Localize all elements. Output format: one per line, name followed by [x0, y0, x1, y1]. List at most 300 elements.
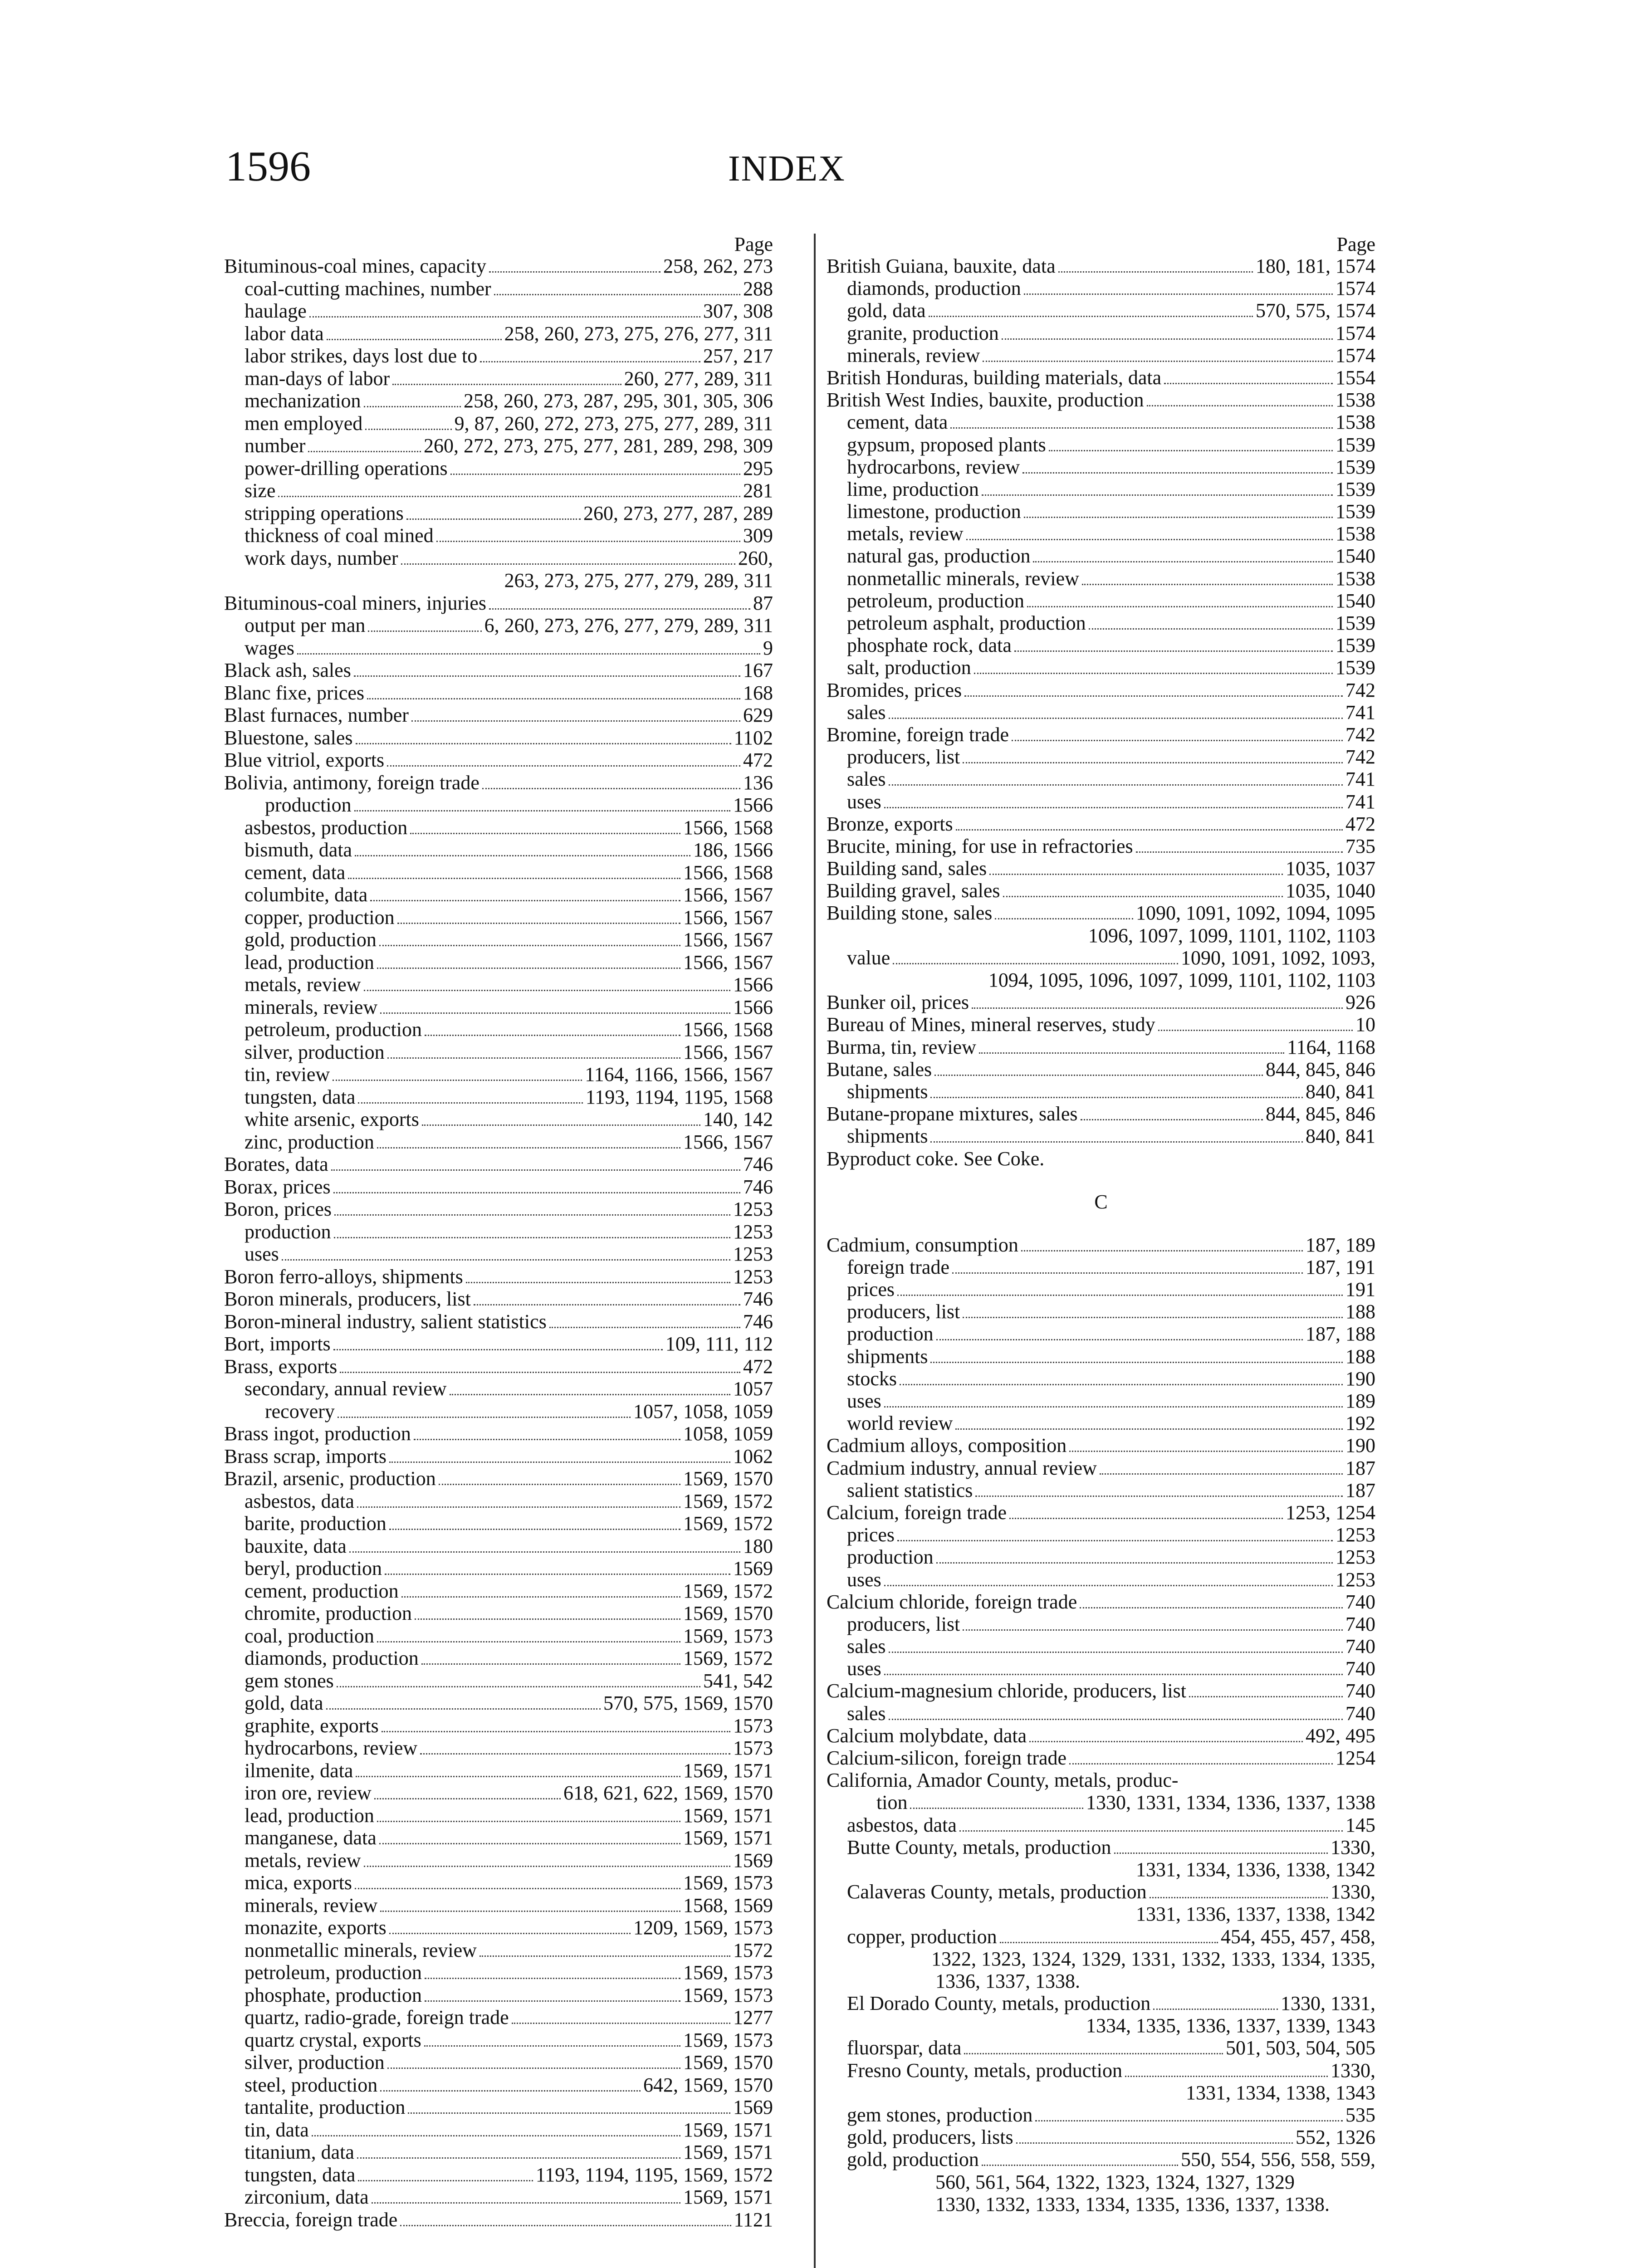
- entry-page-refs: 140, 142: [703, 1108, 773, 1130]
- dot-leader: [439, 1484, 680, 1485]
- dot-leader: [333, 1080, 582, 1081]
- dot-leader: [422, 1124, 700, 1126]
- index-entry: [224, 2141, 773, 2164]
- dot-leader: [930, 1097, 1303, 1098]
- index-continuation-line: [827, 2171, 1375, 2193]
- entry-page-refs: 1538: [1335, 389, 1375, 411]
- dot-leader: [392, 384, 621, 385]
- index-entry: [827, 500, 1375, 523]
- entry-page-refs: 1566, 1567: [683, 1130, 773, 1153]
- index-entry: [827, 456, 1375, 478]
- entry-page-refs: 535: [1345, 2104, 1375, 2126]
- index-entry: [827, 1591, 1375, 1613]
- index-entry: [827, 367, 1375, 389]
- dot-leader: [372, 2202, 680, 2204]
- entry-page-refs: 740: [1345, 1702, 1375, 1725]
- dot-leader: [387, 2068, 680, 2069]
- entry-page-refs: 187, 188: [1306, 1323, 1375, 1345]
- entry-term: fluorspar, data: [847, 2037, 962, 2059]
- index-entry: [827, 1836, 1375, 1858]
- entry-page-refs: 1569, 1572: [683, 1647, 773, 1669]
- entry-page-refs: 187, 189: [1306, 1233, 1375, 1256]
- entry-page-refs: 260, 272, 273, 275, 277, 281, 289, 298, 309: [424, 435, 773, 457]
- entry-term: Bromine, foreign trade: [827, 723, 1009, 746]
- entry-page-refs: 1569, 1570: [683, 1602, 773, 1624]
- entry-term: prices: [847, 1278, 895, 1301]
- index-entry: [224, 390, 773, 412]
- page-column-label: Page: [734, 233, 773, 255]
- index-entry: [224, 502, 773, 525]
- dot-leader: [338, 1417, 631, 1418]
- index-entry: [224, 794, 773, 816]
- index-entry: [827, 1747, 1375, 1769]
- entry-term: petroleum, production: [847, 589, 1025, 612]
- entry-page-refs: 87: [753, 591, 773, 614]
- index-entry: [224, 1782, 773, 1804]
- dot-leader: [979, 1052, 1284, 1054]
- dot-leader: [1058, 271, 1253, 273]
- entry-term: Bort, imports: [224, 1333, 331, 1355]
- dot-leader: [995, 918, 1133, 919]
- dot-leader: [936, 1339, 1303, 1340]
- entry-term: Calcium chloride, foreign trade: [827, 1590, 1077, 1613]
- index-entry: [224, 1692, 773, 1715]
- entry-page-refs: 550, 554, 556, 558, 559,: [1181, 2148, 1375, 2171]
- entry-term: phosphate, production: [245, 1984, 422, 2006]
- entry-page-refs: 541, 542: [703, 1669, 773, 1692]
- index-entry: [224, 1939, 773, 1962]
- index-entry: [827, 768, 1375, 790]
- entry-term: gem stones: [245, 1669, 334, 1692]
- index-entry: [224, 816, 773, 839]
- dot-leader: [494, 294, 740, 295]
- dot-leader: [355, 855, 690, 856]
- entry-page-refs: 926: [1345, 991, 1375, 1014]
- entry-term: copper, production: [245, 906, 395, 929]
- entry-term: tungsten, data: [245, 1085, 356, 1108]
- index-entry: [827, 322, 1375, 344]
- index-entry: [224, 884, 773, 906]
- index-continuation-line: [827, 2082, 1375, 2104]
- entry-term: metals, review: [847, 523, 964, 545]
- index-entry: [224, 323, 773, 345]
- entry-term: tion: [876, 1791, 908, 1814]
- entry-term: ilmenite, data: [245, 1759, 353, 1782]
- index-continuation-line: [827, 969, 1375, 991]
- dot-leader: [421, 1663, 680, 1665]
- entry-term: Calcium-magnesium chloride, producers, list: [827, 1680, 1187, 1702]
- entry-term: Building gravel, sales: [827, 880, 1000, 902]
- entry-term: cement, data: [847, 411, 948, 434]
- dot-leader: [897, 1540, 1333, 1541]
- dot-leader: [349, 1551, 740, 1553]
- dot-leader: [415, 1618, 680, 1620]
- entry-page-refs: 307, 308: [703, 300, 773, 322]
- dot-leader: [479, 1955, 730, 1957]
- index-entry: [827, 1013, 1375, 1036]
- entry-term: sales: [847, 1635, 886, 1658]
- index-entry: [827, 277, 1375, 299]
- index-entry: [224, 2186, 773, 2209]
- index-entry: [827, 2104, 1375, 2126]
- index-entry: [224, 1849, 773, 1872]
- entry-term: recovery: [265, 1400, 335, 1422]
- entry-page-refs: 168: [743, 681, 773, 704]
- entry-term: sales: [847, 768, 886, 791]
- entry-page-refs: 10: [1355, 1013, 1375, 1036]
- dot-leader: [385, 1574, 730, 1575]
- entry-term: producers, list: [847, 1613, 960, 1635]
- index-entry: [224, 1288, 773, 1310]
- entry-page-refs: 1539: [1335, 656, 1375, 679]
- page-column-label: Page: [1336, 233, 1375, 255]
- entry-page-refs: 263, 273, 275, 277, 279, 289, 311: [504, 569, 773, 591]
- dot-leader: [337, 1686, 700, 1687]
- entry-page-refs: 188: [1345, 1300, 1375, 1323]
- entry-page-refs: 187: [1345, 1457, 1375, 1479]
- dot-leader: [893, 963, 1178, 964]
- entry-page-refs: 1569, 1570: [683, 1467, 773, 1490]
- entry-term: Blue vitriol, exports: [224, 749, 385, 771]
- index-entry: [224, 2164, 773, 2186]
- entry-page-refs: 281: [743, 479, 773, 502]
- index-entry: [827, 389, 1375, 411]
- dot-leader: [982, 2165, 1178, 2166]
- index-entry: [224, 1086, 773, 1109]
- index-entry: [224, 1535, 773, 1558]
- entry-term: gold, production: [847, 2148, 979, 2171]
- dot-leader: [406, 518, 581, 520]
- index-entry: [224, 1198, 773, 1221]
- entry-term: wages: [245, 636, 294, 659]
- entry-term: steel, production: [245, 2073, 378, 2096]
- entry-term: British Guiana, bauxite, data: [827, 255, 1056, 277]
- entry-page-refs: 1209, 1569, 1573: [633, 1916, 773, 1939]
- dot-leader: [340, 1372, 740, 1373]
- entry-page-refs: 1569, 1571: [683, 1759, 773, 1782]
- entry-page-refs: 1164, 1168: [1287, 1036, 1375, 1058]
- dot-leader: [364, 406, 461, 407]
- entry-page-refs: 190: [1345, 1434, 1375, 1457]
- entry-term: minerals, review: [847, 344, 980, 367]
- index-entry: [827, 299, 1375, 322]
- dot-leader: [989, 874, 1283, 875]
- entry-term: hydrocarbons, review: [245, 1737, 418, 1759]
- index-entry: [224, 861, 773, 884]
- dot-leader: [411, 720, 740, 722]
- entry-page-refs: 1334, 1335, 1336, 1337, 1339, 1343: [1086, 2014, 1375, 2037]
- index-entry: [224, 1221, 773, 1243]
- index-entry: [224, 727, 773, 749]
- entry-term: foreign trade: [847, 1256, 949, 1278]
- entry-term: California, Amador County, metals, produc-: [827, 1769, 1179, 1792]
- entry-term: production: [847, 1323, 934, 1345]
- index-entry: [224, 1827, 773, 1849]
- entry-page-refs: 1569, 1572: [683, 1579, 773, 1602]
- index-entry: [224, 1310, 773, 1333]
- entry-term: sales: [847, 1702, 886, 1725]
- index-entry: [827, 701, 1375, 723]
- entry-page-refs: 1569: [733, 1849, 773, 1872]
- entry-page-refs: 1540: [1335, 545, 1375, 567]
- entry-page-refs: 746: [743, 1310, 773, 1333]
- entry-page-refs: 1253: [1335, 1546, 1375, 1569]
- dot-leader: [474, 1304, 740, 1305]
- dot-leader: [1027, 606, 1333, 607]
- index-entry: [827, 1080, 1375, 1103]
- entry-term: nonmetallic minerals, review: [847, 567, 1079, 590]
- entry-term: gold, production: [245, 929, 377, 951]
- dot-leader: [963, 1317, 1343, 1318]
- entry-term: uses: [847, 1568, 881, 1591]
- dot-leader: [380, 2090, 641, 2092]
- dot-leader: [950, 427, 1333, 429]
- entry-term: Breccia, foreign trade: [224, 2208, 398, 2231]
- dot-leader: [436, 541, 740, 542]
- entry-page-refs: 1569, 1571: [683, 1804, 773, 1827]
- index-entry: [827, 478, 1375, 500]
- entry-page-refs: 186, 1566: [693, 839, 773, 861]
- index-entry: [827, 1457, 1375, 1479]
- entry-page-refs: 1322, 1323, 1324, 1329, 1331, 1332, 1333, 1334, 1335,: [931, 1947, 1375, 1970]
- index-entry: [224, 367, 773, 390]
- dot-leader: [512, 2023, 730, 2024]
- dot-leader: [364, 990, 730, 991]
- entry-page-refs: 1566, 1567: [683, 951, 773, 973]
- index-entry: [827, 1702, 1375, 1725]
- entry-page-refs: 1574: [1335, 344, 1375, 367]
- index-entry: [827, 723, 1375, 746]
- entry-term: petroleum, production: [245, 1018, 422, 1041]
- entry-page-refs: 746: [743, 1175, 773, 1198]
- index-entry: [224, 1894, 773, 1917]
- spacer: [827, 1212, 1375, 1234]
- index-entry: [224, 906, 773, 929]
- dot-leader: [1022, 472, 1333, 474]
- index-entry: [827, 2148, 1375, 2170]
- entry-page-refs: 1568, 1569: [683, 1894, 773, 1916]
- entry-term: Byproduct coke. See Coke.: [827, 1147, 1045, 1170]
- index-entry: [224, 1557, 773, 1580]
- index-entry: [224, 1984, 773, 2007]
- entry-page-refs: 472: [743, 1355, 773, 1378]
- entry-term: haulage: [245, 300, 307, 322]
- dot-leader: [425, 1978, 680, 1979]
- dot-leader: [1024, 517, 1333, 518]
- index-entry: [224, 1243, 773, 1266]
- dot-leader: [367, 698, 740, 699]
- index-entry: [224, 929, 773, 951]
- index-entry: [827, 1368, 1375, 1390]
- entry-page-refs: 1254: [1335, 1747, 1375, 1769]
- entry-page-refs: 167: [743, 659, 773, 681]
- entry-term: metals, review: [245, 973, 361, 996]
- entry-page-refs: 309: [743, 524, 773, 547]
- dot-leader: [963, 762, 1343, 763]
- dot-leader: [1147, 405, 1333, 406]
- dot-leader: [425, 1035, 680, 1036]
- index-entry: [224, 2119, 773, 2141]
- dot-leader: [1069, 1451, 1343, 1452]
- index-entry: [827, 545, 1375, 567]
- entry-page-refs: 1253: [1335, 1524, 1375, 1546]
- entry-term: diamonds, production: [245, 1647, 419, 1669]
- entry-page-refs: 570, 575, 1574: [1256, 299, 1375, 322]
- entry-term: shipments: [847, 1345, 928, 1368]
- entry-term: shipments: [847, 1125, 928, 1148]
- dot-leader: [357, 1506, 680, 1508]
- entry-page-refs: 258, 260, 273, 287, 295, 301, 305, 306: [464, 390, 773, 412]
- index-entry: [827, 656, 1375, 679]
- index-entry: [224, 614, 773, 637]
- index-continuation-line: [827, 2193, 1375, 2215]
- index-entry: [224, 996, 773, 1019]
- entry-page-refs: 295: [743, 457, 773, 479]
- dot-leader: [1089, 628, 1333, 630]
- index-entry: [827, 1148, 1375, 1170]
- index-entry: [827, 411, 1375, 433]
- dot-leader: [1125, 2076, 1328, 2077]
- dot-leader: [1033, 561, 1333, 562]
- entry-page-refs: 1566: [733, 996, 773, 1018]
- entry-term: asbestos, production: [245, 816, 408, 839]
- dot-leader: [1000, 1942, 1218, 1943]
- dot-leader: [1150, 1897, 1328, 1898]
- entry-page-refs: 1057, 1058, 1059: [633, 1400, 773, 1422]
- index-continuation-line: [224, 569, 773, 592]
- dot-leader: [884, 1585, 1333, 1586]
- entry-page-refs: 1035, 1040: [1286, 880, 1375, 902]
- index-entry: [224, 592, 773, 615]
- index-entry: [827, 1412, 1375, 1434]
- index-entry: [224, 2006, 773, 2029]
- entry-term: Brass ingot, production: [224, 1422, 411, 1445]
- dot-leader: [377, 1641, 680, 1642]
- entry-term: zirconium, data: [245, 2186, 369, 2208]
- index-entry: [827, 1256, 1375, 1278]
- dot-leader: [327, 339, 502, 340]
- entry-page-refs: 260, 273, 277, 287, 289: [583, 502, 773, 524]
- entry-term: lead, production: [245, 951, 374, 973]
- index-entry: [827, 902, 1375, 924]
- entry-page-refs: 1057: [733, 1378, 773, 1400]
- entry-page-refs: 1540: [1335, 589, 1375, 612]
- index-continuation-line: [827, 1858, 1375, 1881]
- entry-term: Bituminous-coal miners, injuries: [224, 591, 487, 614]
- entry-page-refs: 1572: [733, 1939, 773, 1961]
- entry-term: white arsenic, exports: [245, 1108, 419, 1130]
- entry-term: bauxite, data: [245, 1535, 347, 1557]
- index-entry: [224, 1670, 773, 1692]
- entry-page-refs: 1253: [733, 1243, 773, 1265]
- dot-leader: [952, 1272, 1303, 1274]
- entry-term: Brazil, arsenic, production: [224, 1467, 436, 1490]
- dot-leader: [1153, 2009, 1278, 2010]
- dot-leader: [897, 1295, 1343, 1296]
- entry-page-refs: 9: [763, 636, 773, 659]
- index-entry: [224, 1108, 773, 1131]
- entry-page-refs: 1569, 1570: [683, 2051, 773, 2073]
- entry-page-refs: 560, 561, 564, 1322, 1323, 1324, 1327, 1329: [935, 2170, 1295, 2193]
- index-entry: [224, 1512, 773, 1535]
- page-title: INDEX: [728, 149, 846, 189]
- index-entry: [224, 1445, 773, 1468]
- dot-leader: [929, 316, 1253, 317]
- entry-term: minerals, review: [245, 996, 378, 1018]
- dot-leader: [374, 1798, 561, 1799]
- entry-term: Calcium, foreign trade: [827, 1501, 1007, 1524]
- entry-page-refs: 1330,: [1331, 1881, 1375, 1903]
- entry-page-refs: 1096, 1097, 1099, 1101, 1102, 1103: [1088, 924, 1375, 947]
- dot-leader: [354, 675, 740, 677]
- entry-page-refs: 1569, 1572: [683, 1490, 773, 1512]
- index-continuation-line: [827, 924, 1375, 947]
- entry-page-refs: 258, 262, 273: [663, 255, 773, 277]
- entry-term: tin, review: [245, 1063, 330, 1085]
- entry-term: producers, list: [847, 746, 960, 768]
- entry-term: prices: [847, 1524, 895, 1546]
- entry-term: production: [265, 794, 352, 816]
- dot-leader: [930, 1141, 1303, 1143]
- dot-leader: [955, 1428, 1343, 1430]
- entry-term: Bunker oil, prices: [827, 991, 969, 1014]
- entry-page-refs: 188: [1345, 1345, 1375, 1368]
- dot-leader: [400, 2225, 731, 2226]
- entry-term: Calcium molybdate, data: [827, 1724, 1027, 1747]
- entry-page-refs: 1538: [1335, 523, 1375, 545]
- entry-term: Cadmium, consumption: [827, 1233, 1018, 1256]
- entry-term: zinc, production: [245, 1130, 374, 1153]
- entry-term: Fresno County, metals, production: [847, 2059, 1122, 2082]
- dot-leader: [382, 1731, 730, 1732]
- entry-page-refs: 1331, 1336, 1337, 1338, 1342: [1136, 1903, 1375, 1926]
- entry-page-refs: 1539: [1335, 455, 1375, 478]
- dot-leader: [358, 1102, 583, 1104]
- entry-term: Bromides, prices: [827, 679, 962, 701]
- index-entry: [224, 1422, 773, 1445]
- dot-leader: [889, 1719, 1343, 1720]
- entry-page-refs: 1566, 1568: [683, 861, 773, 884]
- index-column-right: [827, 234, 1375, 2215]
- entry-page-refs: 629: [743, 704, 773, 726]
- dot-leader: [1158, 1030, 1353, 1031]
- entry-term: Bituminous-coal mines, capacity: [224, 255, 486, 277]
- index-entry: [224, 1760, 773, 1782]
- dot-leader: [424, 2045, 680, 2047]
- index-entry: [827, 634, 1375, 656]
- dot-leader: [365, 429, 451, 430]
- entry-page-refs: 1569, 1571: [683, 1827, 773, 1849]
- index-entry: [827, 612, 1375, 634]
- index-entry: [827, 1058, 1375, 1080]
- entry-term: production: [245, 1220, 331, 1243]
- dot-leader: [1035, 2120, 1343, 2121]
- entry-term: silver, production: [245, 1041, 385, 1063]
- index-entry: [827, 746, 1375, 768]
- dot-leader: [884, 1674, 1343, 1675]
- entry-page-refs: 1566, 1568: [683, 816, 773, 839]
- entry-term: Butte County, metals, production: [847, 1836, 1111, 1858]
- entry-page-refs: 1569, 1571: [683, 2186, 773, 2208]
- entry-page-refs: 1569, 1573: [683, 1624, 773, 1647]
- index-entry: [827, 1434, 1375, 1457]
- index-entry: [827, 791, 1375, 813]
- entry-term: Borates, data: [224, 1153, 328, 1175]
- entry-page-refs: 742: [1345, 746, 1375, 768]
- entry-term: output per man: [245, 614, 366, 636]
- entry-page-refs: 260, 277, 289, 311: [624, 367, 773, 390]
- entry-page-refs: 1193, 1194, 1195, 1568: [585, 1085, 773, 1108]
